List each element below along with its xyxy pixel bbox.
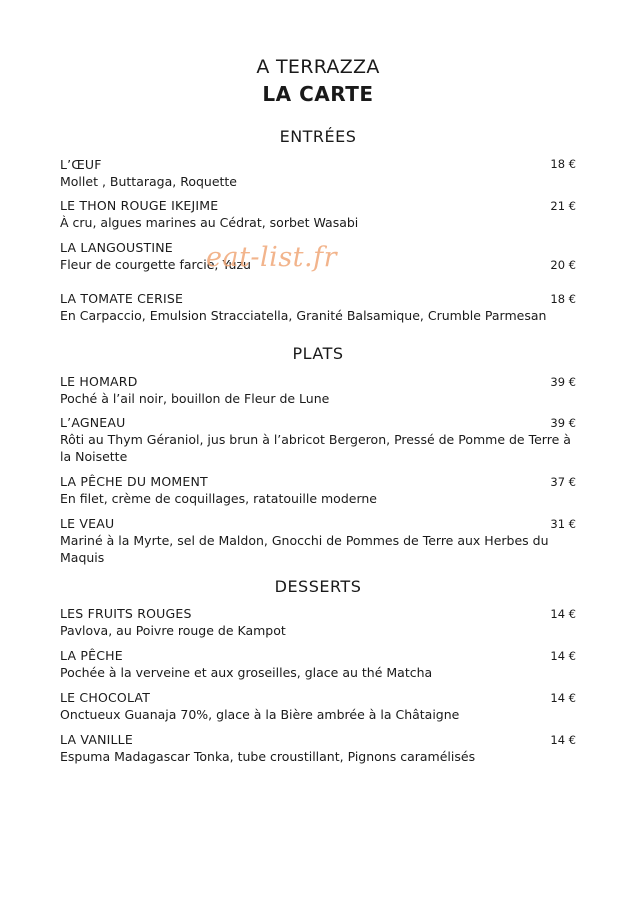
item-description: En Carpaccio, Emulsion Stracciatella, Granité Balsamique, Crumble Parmesan <box>60 308 547 323</box>
item-description: Pavlova, au Poivre rouge de Kampot <box>60 623 286 638</box>
menu-item-fruits-rouges <box>60 605 576 639</box>
item-name: LA TOMATE CERISE <box>60 291 184 306</box>
item-price: 18 € <box>550 157 576 171</box>
item-description: Rôti au Thym Géraniol, jus brun à l’abricot Bergeron, Pressé de Pomme de Terre à la Noisette <box>60 432 571 464</box>
item-name: L’ŒUF <box>60 157 102 172</box>
item-name: LA LANGOUSTINE <box>60 240 173 255</box>
menu-item-vanille <box>60 731 576 765</box>
item-price: 20 € <box>550 258 576 272</box>
menu-item-thon-rouge <box>60 197 576 231</box>
item-description: En filet, crème de coquillages, ratatouille moderne <box>60 491 377 506</box>
item-price: 21 € <box>550 199 576 213</box>
item-price: 37 € <box>550 475 576 489</box>
item-name: LA PÊCHE DU MOMENT <box>60 474 208 489</box>
menu-item-oeuf <box>60 156 576 190</box>
watermark-text: eat-list.fr <box>206 242 338 273</box>
item-price: 14 € <box>550 733 576 747</box>
menu-item-peche <box>60 647 576 681</box>
item-name: LE THON ROUGE IKEJIME <box>60 198 219 213</box>
menu-item-chocolat <box>60 689 576 723</box>
item-description: Poché à l’ail noir, bouillon de Fleur de Lune <box>60 391 330 406</box>
item-description: Onctueux Guanaja 70%, glace à la Bière ambrée à la Châtaigne <box>60 707 460 722</box>
item-name: LA PÊCHE <box>60 648 123 663</box>
section-title-plats: PLATS <box>292 344 344 363</box>
section-title-desserts: DESSERTS <box>274 577 362 596</box>
item-price: 39 € <box>550 375 576 389</box>
item-description: Pochée à la verveine et aux groseilles, glace au thé Matcha <box>60 665 433 680</box>
menu-item-agneau <box>60 414 576 465</box>
item-price: 14 € <box>550 649 576 663</box>
menu-item-tomate-cerise <box>60 290 576 324</box>
menu-item-veau <box>60 515 576 566</box>
item-name: LES FRUITS ROUGES <box>60 606 192 621</box>
item-name: LE VEAU <box>60 516 115 531</box>
item-name: L’AGNEAU <box>60 415 126 430</box>
item-description: Mollet , Buttaraga, Roquette <box>60 174 238 189</box>
menu-item-homard <box>60 373 576 407</box>
menu-title: LA CARTE <box>262 82 374 106</box>
item-description: Espuma Madagascar Tonka, tube croustillant, Pignons caramélisés <box>60 749 476 764</box>
item-name: LE HOMARD <box>60 374 138 389</box>
item-price: 14 € <box>550 691 576 705</box>
item-price: 14 € <box>550 607 576 621</box>
item-name: LE CHOCOLAT <box>60 690 151 705</box>
menu-item-peche-du-moment <box>60 473 576 507</box>
item-description: À cru, algues marines au Cédrat, sorbet Wasabi <box>60 215 359 230</box>
item-price: 31 € <box>550 517 576 531</box>
item-name: LA VANILLE <box>60 732 133 747</box>
section-title-entrees: ENTRÉES <box>279 127 357 146</box>
restaurant-name: A TERRAZZA <box>256 56 380 78</box>
item-description: Fleur de courgette farcie, Yuzu <box>60 257 251 272</box>
item-description: Mariné à la Myrte, sel de Maldon, Gnocchi de Pommes de Terre aux Herbes du Maquis <box>60 533 549 565</box>
item-price: 18 € <box>550 292 576 306</box>
item-price: 39 € <box>550 416 576 430</box>
